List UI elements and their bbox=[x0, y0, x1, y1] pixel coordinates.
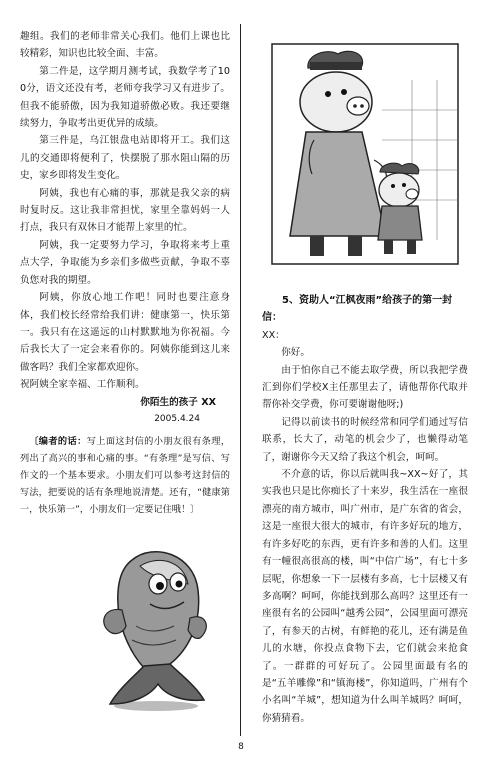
column-divider bbox=[240, 24, 241, 736]
paragraph: 阿姨，你放心地工作吧！同时也要注意身体，我们校长经常给我们讲：健康第一，快乐第一。我只有在这遥远的山村默默地为你祝福。今后我长大了一定会来看你的。阿姨你能到这儿来做客吗？我们全家都欢迎你。 bbox=[20, 292, 230, 373]
paragraph: 祝阿姨全家幸福、工作顺利。 bbox=[20, 379, 145, 391]
letter-signature: 你陌生的孩子 XX bbox=[140, 396, 216, 408]
editor-note-label: 〔编者的话： bbox=[29, 436, 87, 448]
paragraph: 你好。 bbox=[281, 347, 310, 359]
pig-illustration bbox=[262, 40, 462, 272]
paragraph: 记得以前读书的时候经常和同学们通过写信联系，长大了，动笔的机会少了，也懒得动笔了，谢谢你今天又给了我这个机会，呵呵。 bbox=[262, 416, 468, 463]
left-column bbox=[20, 28, 230, 518]
fish-illustration bbox=[92, 540, 220, 712]
paragraph: 阿姨，我也有心痛的事，那就是我父亲的病时复时反。这让我非常担忧，家里全靠妈妈一人打点，我只有双休日才能帮上家里的忙。 bbox=[20, 187, 230, 234]
paragraph: 不介意的话，你以后就叫我~XX~好了，其实我也只是比你痴长了十来岁，我生活在一座很漂亮的南方城市，叫广州市，是广东省的省会，这是一座很大很大的城市，有许多好玩的地方，有许多好吃的东西，更有许多和善的人们。这里有一幢很高很高的楼，叫“中信广场”，有七十多层呢，你想象一下一层楼有多高，七十层楼又有多高啊？呵呵，你能找到那么高吗？这里还有一座很有名的公园叫“越秀公园”，公园里面可漂亮了，有参天的古树，有鲜艳的花儿，还有满是鱼儿的水塘，你投点食物下去，它们就会来抢食了。一群群的可好玩了。公园里面最有名的是“五羊雕像”和“镇海楼”，你知道吗，广州有个小名叫“羊城”，想知道为什么叫羊城吗？呵呵，你猜猜看。 bbox=[262, 469, 468, 724]
letter-heading: 5、资助人“江枫夜雨”给孩子的第一封信： bbox=[262, 295, 453, 324]
page-number: 8 bbox=[238, 742, 244, 752]
paragraph: 由于怕你自己不能去取学费，所以我把学费汇到你们学校X主任那里去了，请他帮你代取并帮你补交学费，你可要谢谢他呀;) bbox=[262, 364, 468, 411]
letter-date: 2005.4.24 bbox=[154, 413, 200, 424]
right-column bbox=[262, 292, 468, 727]
editor-note-text: 写上面这封信的小朋友很有条理，列出了高兴的事和心痛的事。“有条理”是写信、写作文的一个基本要求。小朋友们可以参考这封信的写法，把要说的话有条理地说清楚。还有，“健康第一，快乐第一”，小朋友们一定要记住哦！〕 bbox=[20, 436, 231, 515]
paragraph: 第二件是，这学期月测考试，我数学考了100分，语文还没有考，老师夸我学习又有进步了。但我不能骄傲，因为我知道骄傲必败。我还要继续努力，争取考出更优异的成绩。 bbox=[20, 65, 230, 130]
paragraph: 阿姨，我一定要努力学习，争取将来考上重点大学，争取能为乡亲们多做些贡献，争取不辜负您对我的期望。 bbox=[20, 239, 230, 286]
letter-salutation: XX： bbox=[262, 329, 285, 341]
paragraph: 第三件是，乌江银盘电站即将开工。我们这儿的交通即将便利了，快摆脱了那水阻山隔的历史，家乡即将发生变化。 bbox=[20, 135, 230, 182]
paragraph: 趣组。我们的老师非常关心我们。他们上课也比较精彩，知识也比较全面、丰富。 bbox=[20, 31, 230, 60]
editor-note bbox=[20, 434, 230, 518]
